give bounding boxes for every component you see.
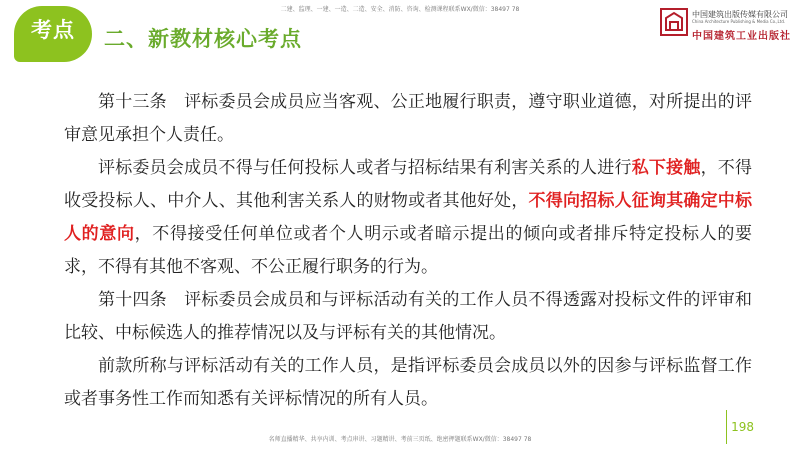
paragraph-conduct xyxy=(64,152,752,284)
publisher-name-cn: 中国建筑出版传媒有限公司 xyxy=(692,10,788,19)
text-segment: 评标委员会成员不得与任何投标人或者与招标结果有利害关系的人进行 xyxy=(98,158,632,178)
paragraph-definition: 前款所称与评标活动有关的工作人员，是指评标委员会成员以外的因参与评标监督工作或者事务性工作而知悉有关评标情况的所有人员。 xyxy=(64,356,752,409)
paragraph-article-13: 第十三条 评标委员会成员应当客观、公正地履行职责，遵守职业道德，对所提出的评审意见承担个人责任。 xyxy=(64,92,752,145)
highlight-private-contact: 私下接触 xyxy=(631,158,701,178)
highlight-no-inquiry: 不得向招标人征询其确定中标人的意向 xyxy=(64,191,753,244)
top-watermark-note: 二建、监理、一建、一造、二造、安全、消防、咨询、检测课程联系WX/微信：38497 78 xyxy=(280,6,520,13)
text-segment: ，不得接受任何单位或者个人明示或者暗示提出的倾向或者排斥特定投标人的要求，不得有其他不客观、不公正履行职务的行为。 xyxy=(64,224,753,277)
page-title: 二、新教材核心考点 xyxy=(104,27,302,51)
text-segment: ，不得收受投标人、中介人、其他利害关系人的财物或者其他好处， xyxy=(64,158,753,211)
section-badge-label: 考点 xyxy=(31,18,75,42)
publisher-calligraphy: 中国建筑工业出版社 xyxy=(692,31,791,42)
publisher-emblem-icon xyxy=(660,8,688,36)
publisher-logo xyxy=(660,6,795,44)
bottom-watermark-note: 名师直播精华、共享内训、考点串讲、习题精讲、考前三页纸、绝密押题联系WX/微信：38497 78 xyxy=(268,436,532,443)
article-body xyxy=(64,86,752,416)
publisher-name-en: China Architecture Publishing & Media Co.,Ltd. xyxy=(692,19,786,24)
page-number: 198 xyxy=(731,420,754,434)
paragraph-article-14: 第十四条 评标委员会成员和与评标活动有关的工作人员不得透露对投标文件的评审和比较、中标候选人的推荐情况以及与评标有关的其他情况。 xyxy=(64,290,752,343)
